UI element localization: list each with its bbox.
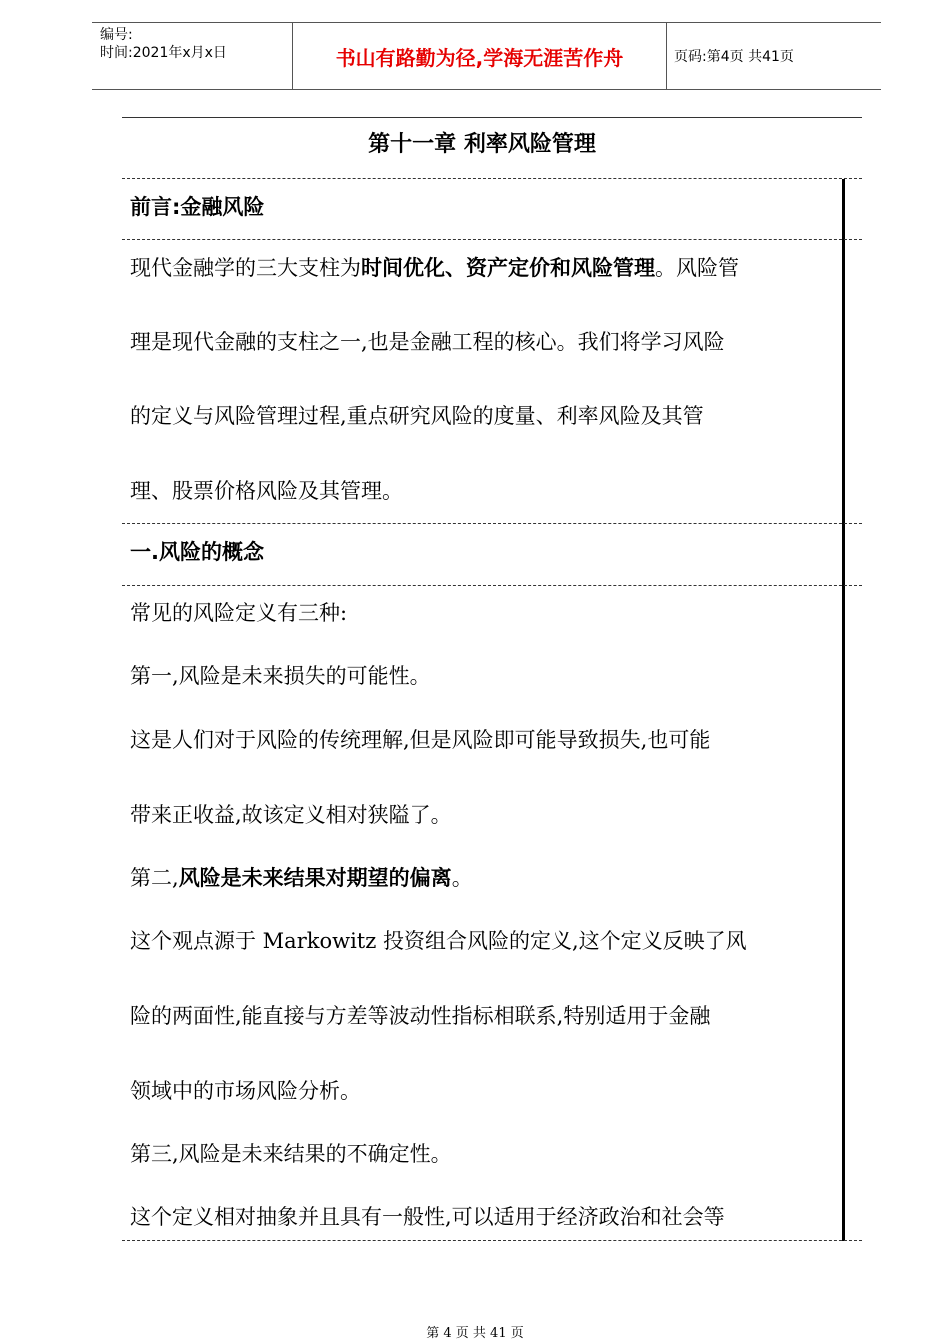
paragraph-line: 这个观点源于 Markowitz 投资组合风险的定义,这个定义反映了风	[130, 929, 747, 953]
divider	[122, 585, 862, 586]
page-footer: 第 4 页 共 41 页	[426, 1326, 524, 1341]
page-header	[92, 22, 881, 90]
chapter-title: 第十一章 利率风险管理	[368, 132, 596, 157]
divider	[122, 178, 862, 179]
header-meta	[100, 26, 290, 62]
paragraph-line: 险的两面性,能直接与方差等波动性指标相联系,特别适用于金融	[130, 1004, 711, 1028]
paragraph-line: 理、股票价格风险及其管理。	[130, 479, 403, 503]
right-margin-bar	[842, 179, 845, 1241]
section-heading-risk-concept: 一.风险的概念	[130, 540, 264, 564]
paragraph-line: 常见的风险定义有三种:	[130, 601, 348, 625]
section-heading-preface: 前言:金融风险	[130, 195, 265, 219]
header-page-info: 页码:第4页 共41页	[674, 49, 794, 65]
header-divider-right	[666, 23, 667, 89]
paragraph-line: 理是现代金融的支柱之一,也是金融工程的核心。我们将学习风险	[130, 330, 725, 354]
paragraph-line: 第三,风险是未来结果的不确定性。	[130, 1142, 452, 1166]
paragraph-line: 第二,风险是未来结果对期望的偏离。	[130, 866, 473, 890]
paragraph-line: 的定义与风险管理过程,重点研究风险的度量、利率风险及其管	[130, 404, 704, 428]
paragraph-line: 这个定义相对抽象并且具有一般性,可以适用于经济政治和社会等	[130, 1205, 725, 1229]
top-rule	[122, 117, 862, 118]
paragraph-line: 带来正收益,故该定义相对狭隘了。	[130, 803, 452, 827]
number-label: 编号:	[100, 27, 133, 43]
time-label: 时间:2021年x月x日	[100, 45, 227, 61]
paragraph-line: 这是人们对于风险的传统理解,但是风险即可能导致损失,也可能	[130, 728, 711, 752]
divider	[122, 1240, 862, 1241]
header-motto: 书山有路勤为径,学海无涯苦作舟	[335, 45, 624, 70]
paragraph-line: 现代金融学的三大支柱为时间优化、资产定价和风险管理。风险管	[130, 256, 739, 280]
divider	[122, 239, 862, 240]
paragraph-line: 第一,风险是未来损失的可能性。	[130, 664, 431, 688]
paragraph-line: 领域中的市场风险分析。	[130, 1079, 361, 1103]
divider	[122, 523, 862, 524]
